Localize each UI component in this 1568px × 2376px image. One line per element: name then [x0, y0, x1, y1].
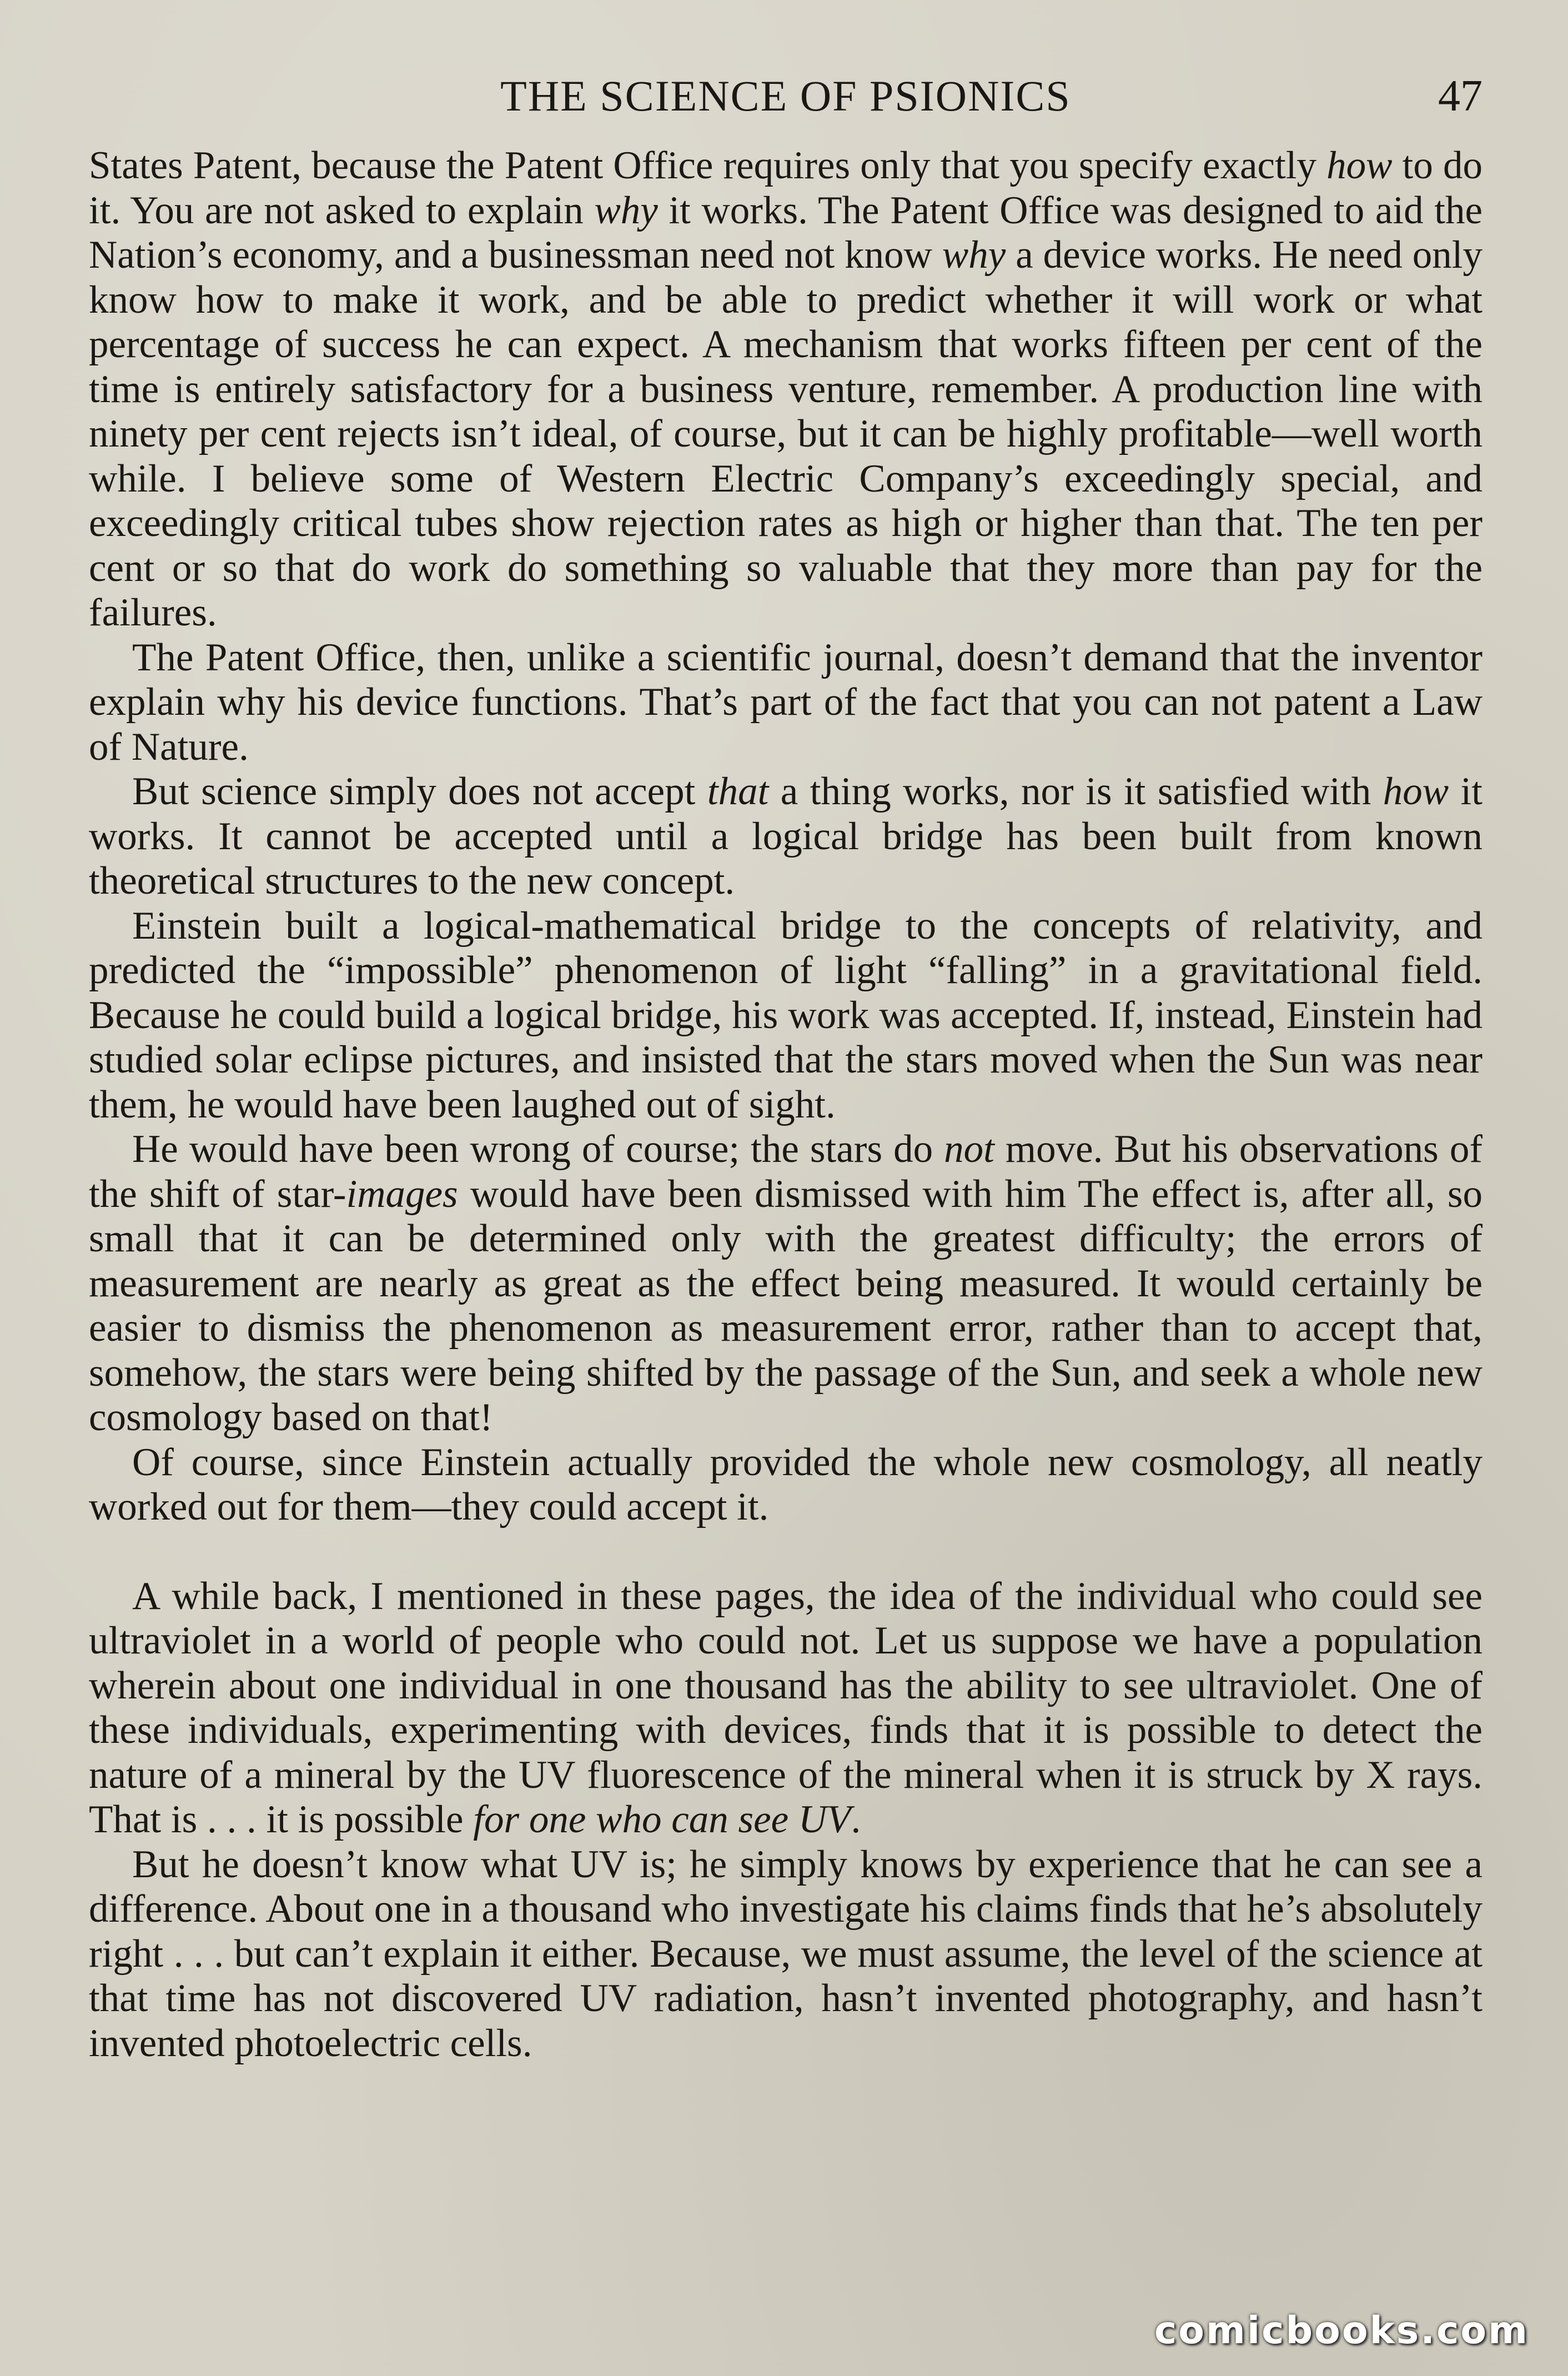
- italic-text: that: [707, 770, 769, 813]
- text-run: He would have been wrong of course; the stars do: [132, 1127, 944, 1171]
- text-run: But he doesn’t know what UV is; he simply knows by experience that he can see a difference. About one in a thousand who investigate his claims finds that he’s absolutely right . . . but can’t explain it either. Because, we must assume, the level of the science at that time has not discovered UV radiation, hasn’t invented photography, and hasn’t invented photoelectric cells.: [89, 1842, 1482, 2065]
- text-run: Einstein built a logical-mathematical bridge to the concepts of relativity, and predicted the “impossible” phenomenon of light “falling” in a gravitational field. Because he could build a logical bridge, his work was accepted. If, instead, Einstein had studied solar eclipse pictures, and insisted that the stars moved when the Sun was near them, he would have been laughed out of sight.: [89, 904, 1482, 1126]
- paragraph: [89, 1842, 1482, 2066]
- text-run: would have been dismissed with him The effect is, after all, so small that it can be determined only with the greatest difficulty; the errors of measurement are nearly as great as the effect being measured. It would certainly be easier to dismiss the phenomenon as measurement error, rather than to accept that, somehow, the stars were being shifted by the passage of the Sun, and seek a whole new cosmology based on that!: [89, 1172, 1482, 1439]
- text-run: The Patent Office, then, unlike a scientific journal, doesn’t demand that the inventor explain why his device functions. That’s part of the fact that you can not patent a Law of Nature.: [89, 635, 1482, 769]
- paragraph: [89, 904, 1482, 1127]
- text-run: it works. It cannot be accepted until a logical bridge has been built from known theoretical structures to the new concept.: [89, 770, 1482, 903]
- italic-text: how: [1326, 144, 1393, 187]
- watermark: comicbooks.com: [1154, 2309, 1529, 2353]
- paragraph: [89, 143, 1482, 635]
- italic-text: images: [346, 1172, 458, 1216]
- italic-text: how: [1383, 770, 1449, 813]
- text-run: to do it. You are not asked to explain: [89, 144, 1482, 232]
- text-run: A while back, I mentioned in these pages, the idea of the individual who could see ultraviolet in a world of people who could not. Let us suppose we have a population wherein about one individual in one thousand has the ability to see ultraviolet. One of these individuals, experimenting with devices, finds that it is possible to detect the nature of a mineral by the UV fluorescence of the mineral when it is struck by X rays. That is . . . it is possible: [89, 1574, 1482, 1841]
- text-run: Of course, since Einstein actually provided the whole new cosmology, all neatly worked out for them—they could accept it.: [89, 1440, 1482, 1528]
- italic-text: for one who can see UV: [473, 1798, 851, 1841]
- italic-text: why: [942, 233, 1006, 277]
- page-header: [89, 66, 1482, 127]
- text-run: .: [851, 1798, 861, 1841]
- text-run: a thing works, nor is it satisfied with: [768, 770, 1383, 813]
- body-text: [89, 143, 1482, 2066]
- italic-text: why: [594, 188, 658, 232]
- paragraph: [89, 635, 1482, 770]
- paragraph: [89, 1574, 1482, 1842]
- running-title: THE SCIENCE OF PSIONICS: [500, 72, 1071, 120]
- text-run: States Patent, because the Patent Office requires only that you specify exactly: [89, 144, 1327, 187]
- paragraph: [89, 1127, 1482, 1440]
- page-number: 47: [1438, 72, 1482, 121]
- paragraph: [89, 1440, 1482, 1530]
- paragraph: [89, 769, 1482, 904]
- italic-text: not: [944, 1127, 994, 1171]
- text-run: move. But his observations of the shift of star-: [89, 1127, 1482, 1216]
- section-break: [89, 1530, 1482, 1574]
- text-run: But science simply does not accept: [132, 770, 707, 813]
- text-run: it works. The Patent Office was designed to aid the Nation’s economy, and a businessman need not know: [89, 188, 1482, 277]
- text-run: a device works. He need only know how to make it work, and be able to predict whether it will work or what percentage of success he can expect. A mechanism that works fifteen per cent of the time is entirely satisfactory for a business venture, remember. A production line with ninety per cent rejects isn’t ideal, of course, but it can be highly profitable—well worth while. I believe some of Western Electric Company’s exceedingly special, and exceedingly critical tubes show rejection rates as high or higher than that. The ten per cent or so that do work do something so valuable that they more than pay for the failures.: [89, 233, 1482, 634]
